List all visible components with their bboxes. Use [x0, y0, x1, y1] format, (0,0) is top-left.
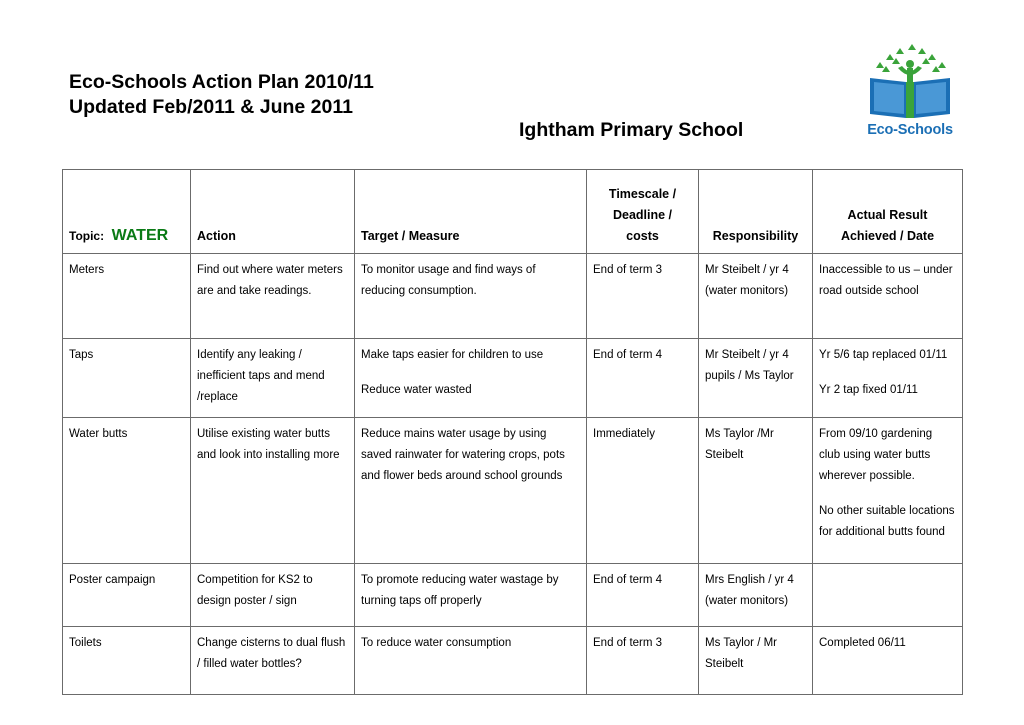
- topic-header: [63, 170, 191, 254]
- row-topic: Toilets: [63, 627, 191, 695]
- action-plan-table: [62, 169, 963, 695]
- title-block: [69, 70, 374, 120]
- action-header: Action: [191, 170, 355, 254]
- logo-text: Eco-Schools: [867, 122, 953, 138]
- row-target: To promote reducing water wastage by turning taps off properly: [355, 564, 587, 627]
- row-target: To reduce water consumption: [355, 627, 587, 695]
- row-target-line2: Reduce water wasted: [361, 384, 472, 396]
- row-responsibility: Ms Taylor /Mr Steibelt: [699, 418, 813, 564]
- row-timescale: End of term 4: [587, 339, 699, 418]
- row-target-line1: Make taps easier for children to use: [361, 349, 544, 361]
- row-action: Utilise existing water butts and look into installing more: [191, 418, 355, 564]
- topic-value: WATER: [111, 227, 169, 244]
- row-timescale: End of term 4: [587, 564, 699, 627]
- table-row: [63, 564, 963, 627]
- row-topic: Taps: [63, 339, 191, 418]
- plan-title: Eco-Schools Action Plan 2010/11: [69, 71, 374, 93]
- row-topic: Meters: [63, 254, 191, 339]
- row-target: To monitor usage and find ways of reducing consumption.: [355, 254, 587, 339]
- row-topic: Poster campaign: [63, 564, 191, 627]
- table-row: [63, 627, 963, 695]
- row-responsibility: Mr Steibelt / yr 4 (water monitors): [699, 254, 813, 339]
- row-target: Reduce mains water usage by using saved rainwater for watering crops, pots and flower beds around school grounds: [355, 418, 587, 564]
- row-result: [813, 339, 963, 418]
- eco-schools-logo: [862, 42, 958, 140]
- table-header-row: [63, 170, 963, 254]
- plan-updated-date: Updated Feb/2011 & June 2011: [69, 96, 353, 118]
- school-name: Ightham Primary School: [519, 119, 744, 141]
- row-result: [813, 564, 963, 627]
- responsibility-header: Responsibility: [699, 170, 813, 254]
- row-result-line2: Yr 2 tap fixed 01/11: [819, 384, 918, 396]
- row-timescale: Immediately: [587, 418, 699, 564]
- topic-label: Topic:: [69, 229, 105, 243]
- row-result-line2: No other suitable locations for additional butts found: [819, 505, 955, 538]
- row-responsibility: Mr Steibelt / yr 4 pupils / Ms Taylor: [699, 339, 813, 418]
- table-row: [63, 418, 963, 564]
- row-responsibility: Ms Taylor / Mr Steibelt: [699, 627, 813, 695]
- table-row: [63, 254, 963, 339]
- row-action: Find out where water meters are and take readings.: [191, 254, 355, 339]
- row-action: Identify any leaking / inefficient taps and mend /replace: [191, 339, 355, 418]
- result-header: [813, 170, 963, 254]
- row-timescale: End of term 3: [587, 627, 699, 695]
- row-result-line1: Yr 5/6 tap replaced 01/11: [819, 349, 948, 361]
- row-result-line1: From 09/10 gardening club using water butts wherever possible.: [819, 428, 933, 482]
- row-target: [355, 339, 587, 418]
- timescale-header-line1: Timescale /: [608, 187, 677, 201]
- row-timescale: End of term 3: [587, 254, 699, 339]
- row-result: Inaccessible to us – under road outside school: [813, 254, 963, 339]
- timescale-header-line3: costs: [626, 229, 659, 243]
- timescale-header: [587, 170, 699, 254]
- timescale-header-line2: Deadline /: [612, 208, 673, 222]
- row-topic: Water butts: [63, 418, 191, 564]
- table-row: [63, 339, 963, 418]
- result-header-line2: Achieved / Date: [840, 229, 935, 243]
- eco-schools-tree-book-icon: [862, 42, 958, 122]
- row-action: Change cisterns to dual flush / filled water bottles?: [191, 627, 355, 695]
- row-responsibility: Mrs English / yr 4 (water monitors): [699, 564, 813, 627]
- target-header: Target / Measure: [355, 170, 587, 254]
- result-header-line1: Actual Result: [847, 208, 928, 222]
- row-result: [813, 418, 963, 564]
- row-action: Competition for KS2 to design poster / sign: [191, 564, 355, 627]
- row-result: Completed 06/11: [813, 627, 963, 695]
